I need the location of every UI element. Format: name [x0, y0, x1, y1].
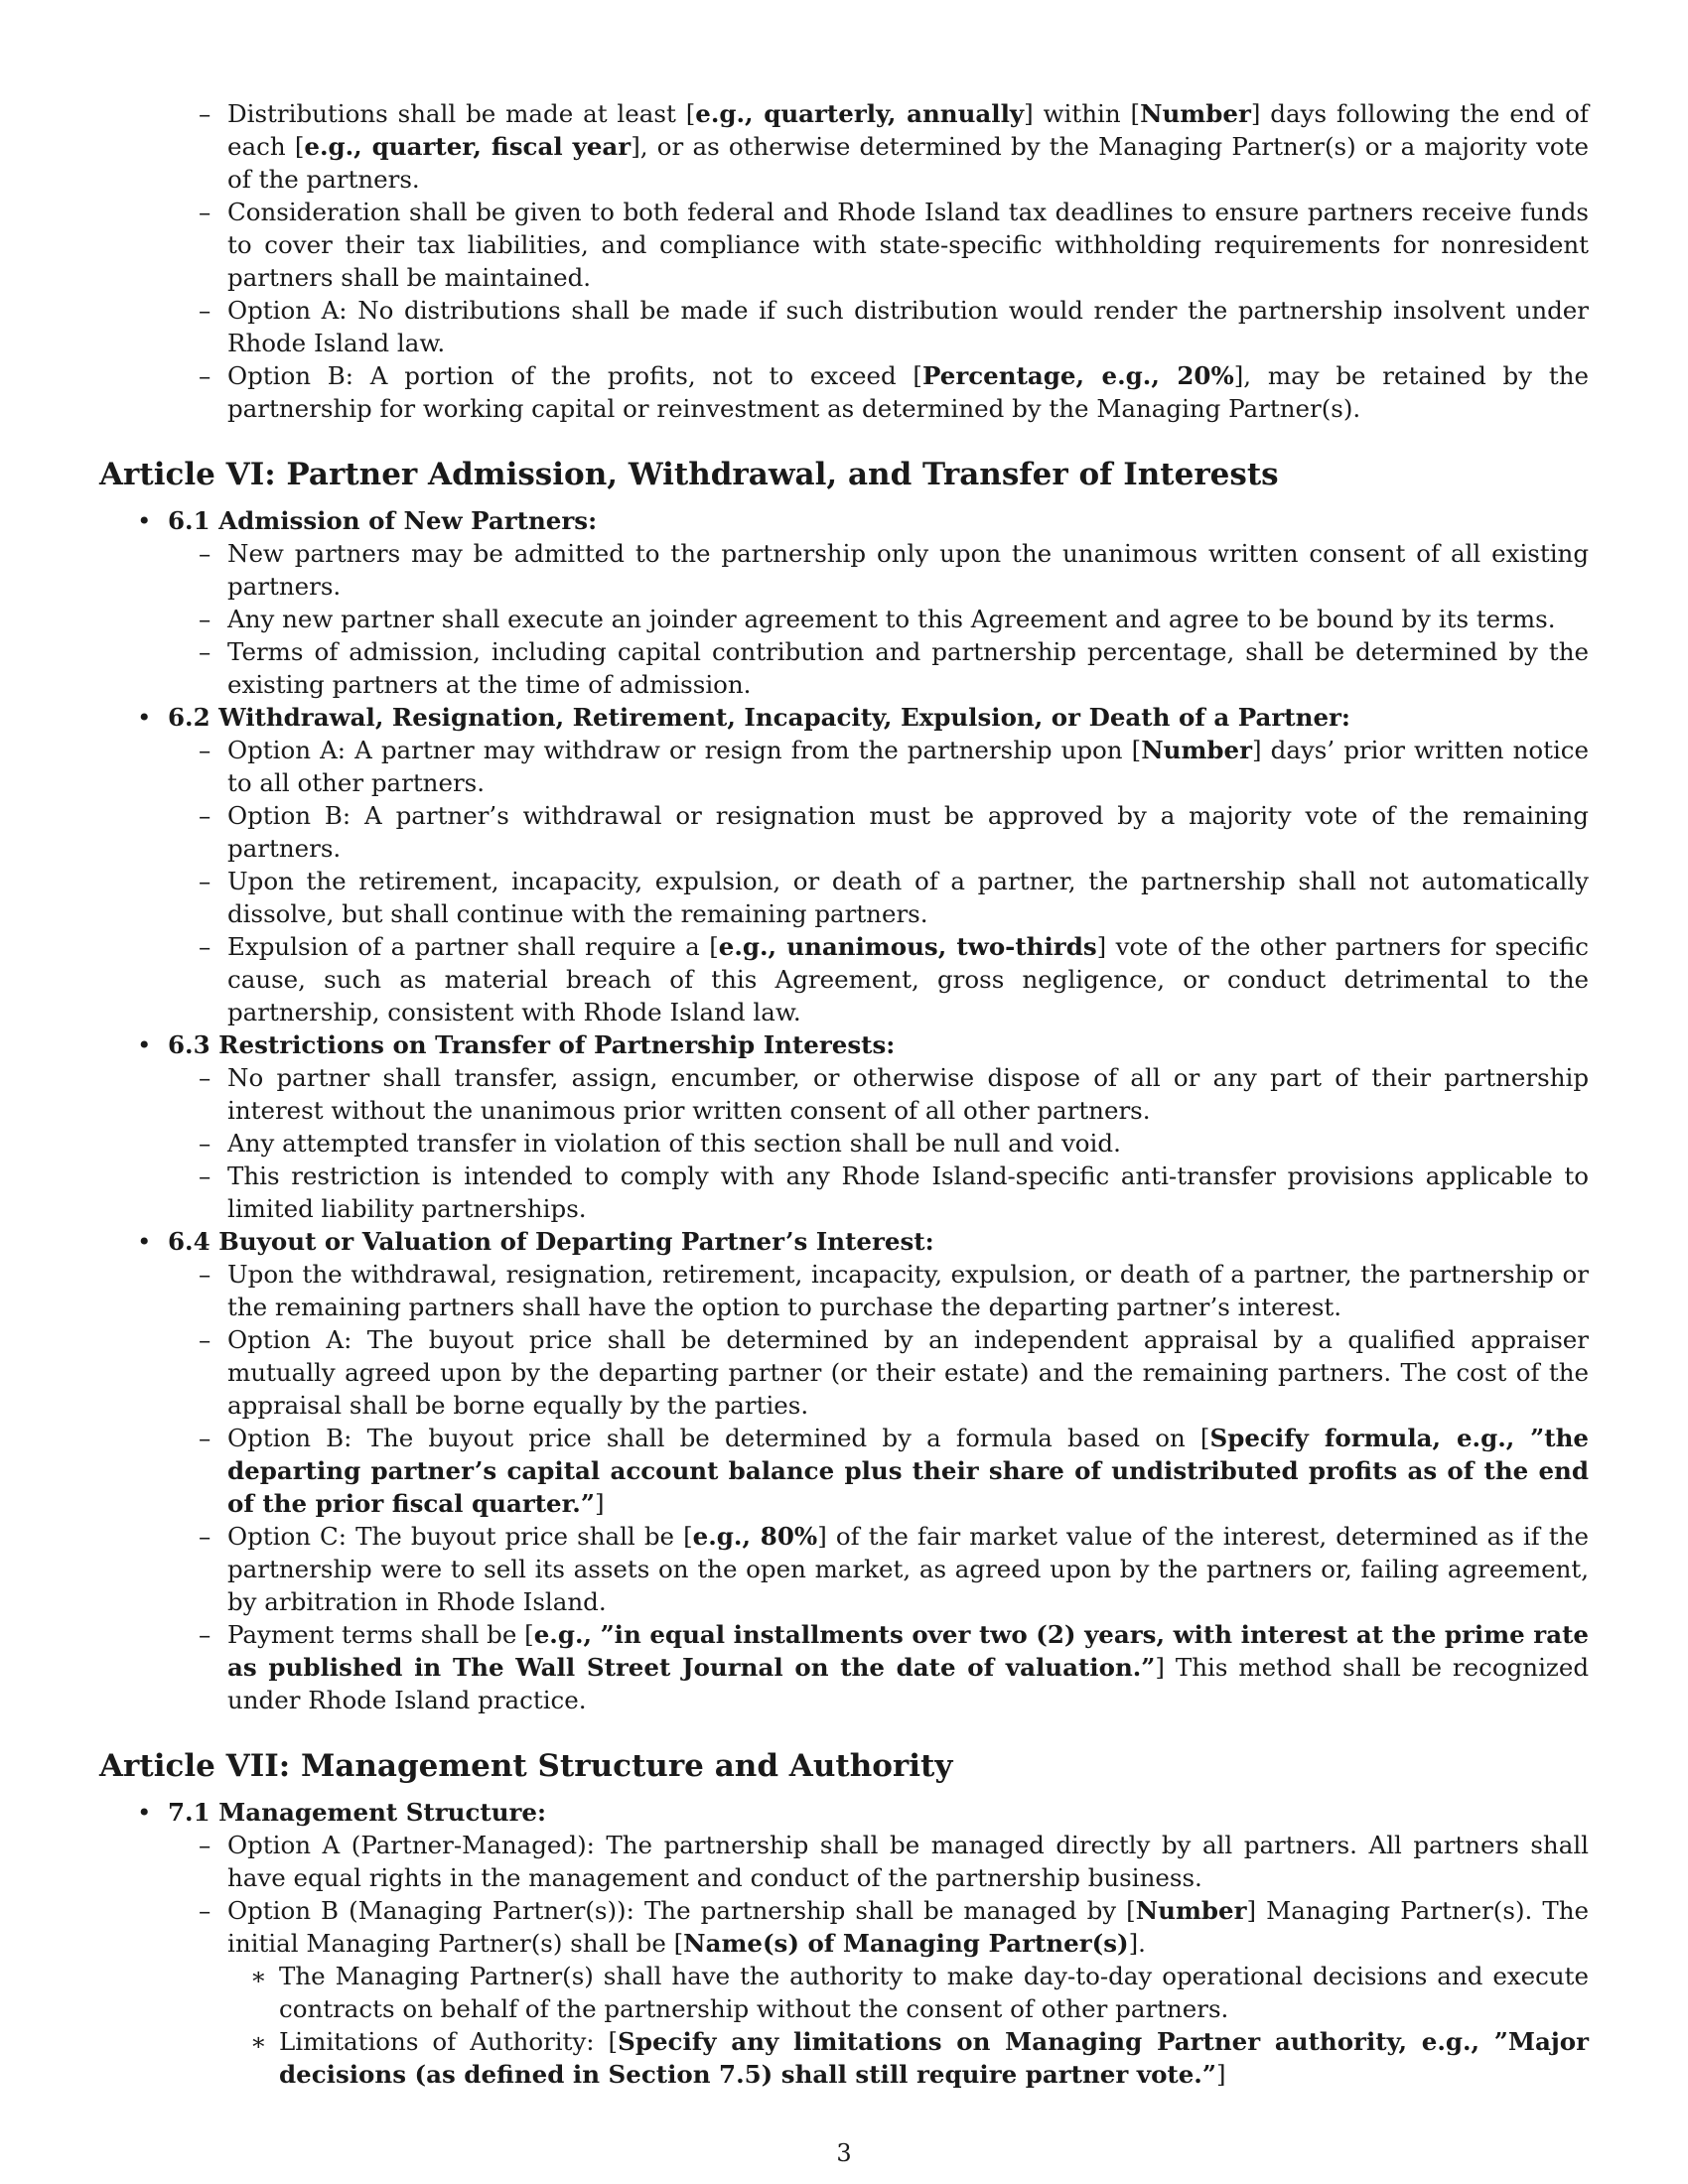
- clause-list: [99, 1258, 1589, 1716]
- clause-text: Option A (Partner-Managed): The partnership shall be managed directly by all partners. All partners shall have equal rights in the management and conduct of the partnership business.: [227, 1831, 1589, 1892]
- clause-text: No partner shall transfer, assign, encumber, or otherwise dispose of all or any part of their partnership interest without the unanimous prior written consent of all other partners.: [227, 1063, 1589, 1125]
- list-item: [99, 1894, 1589, 2091]
- clause-text: Option B: A partner’s withdrawal or resignation must be approved by a majority vote of the remaining partners.: [227, 801, 1589, 863]
- section: [99, 1796, 1589, 2091]
- placeholder-text: e.g., unanimous, two-thirds: [718, 932, 1097, 961]
- clause-text: Upon the retirement, incapacity, expulsion, or death of a partner, the partnership shall not automatically dissolve, but shall continue with the remaining partners.: [227, 867, 1589, 928]
- clause-text: Any new partner shall execute an joinder agreement to this Agreement and agree to be bound by its terms.: [227, 605, 1556, 633]
- placeholder-text: Number: [1140, 99, 1251, 128]
- page-content: [99, 97, 1589, 2091]
- list-item: [99, 1422, 1589, 1520]
- clause-text: This restriction is intended to comply with any Rhode Island-specific anti-transfer provisions applicable to limited liability partnerships.: [227, 1161, 1589, 1223]
- clause-text: ]: [594, 1489, 605, 1518]
- section: [99, 504, 1589, 701]
- list-item: [99, 1618, 1589, 1716]
- placeholder-text: e.g., quarterly, annually: [695, 99, 1025, 128]
- placeholder-text: Number: [1141, 736, 1252, 764]
- clause-text: Option A: The buyout price shall be determined by an independent appraisal by a qualified appraiser mutually agreed upon by the departing partner (or their estate) and the remaining partners. The cost of the appraisal shall be borne equally by the parties.: [227, 1325, 1589, 1420]
- clause-text: New partners may be admitted to the partnership only upon the unanimous written consent of all existing partners.: [227, 539, 1589, 601]
- section-title: • 6.2 Withdrawal, Resignation, Retirement, Incapacity, Expulsion, or Death of a Partner:: [99, 701, 1589, 734]
- placeholder-text: Specify any limitations on Managing Partner authority, e.g., ”Major decisions (as defined in Section 7.5) shall still require partner vote.”: [279, 2027, 1589, 2089]
- clause-text: Option B: A portion of the profits, not to exceed [: [227, 361, 922, 390]
- section-list: [99, 1796, 1589, 2091]
- clause-text: Distributions shall be made at least [: [227, 99, 696, 128]
- list-item: [99, 359, 1589, 425]
- list-item: [99, 734, 1589, 799]
- section-title: • 6.4 Buyout or Valuation of Departing Partner’s Interest:: [99, 1225, 1589, 1258]
- clause-text: Option A: A partner may withdraw or resign from the partnership upon [: [227, 736, 1142, 764]
- clause-text: ] days’ prior written notice to all other partners.: [227, 736, 1589, 797]
- articles-container: [99, 455, 1589, 2091]
- list-item: [99, 930, 1589, 1028]
- section-title: • 6.3 Restrictions on Transfer of Partnership Interests:: [99, 1028, 1589, 1061]
- list-item: [99, 603, 1589, 635]
- list-item: [99, 97, 1589, 196]
- list-item: [99, 1061, 1589, 1127]
- clause-text: Expulsion of a partner shall require a [: [227, 932, 719, 961]
- sub-list-item: [99, 1960, 1589, 2025]
- clause-text: Option A: No distributions shall be made if such distribution would render the partnership insolvent under Rhode Island law.: [227, 296, 1589, 357]
- page-number: 3: [836, 2139, 852, 2167]
- article-heading: Article VII: Management Structure and Authority: [99, 1748, 953, 1784]
- section-list: [99, 504, 1589, 1716]
- section-title: • 6.1 Admission of New Partners:: [99, 504, 1589, 537]
- list-item: [99, 1127, 1589, 1160]
- list-item: [99, 294, 1589, 359]
- list-item: [99, 865, 1589, 930]
- distributions-list: [99, 97, 1589, 425]
- sub-list-item: [99, 2025, 1589, 2091]
- placeholder-text: e.g., ”in equal installments over two (2) years, with interest at the prime rate as published in The Wall Street Journal on the date of valuation.”: [227, 1620, 1589, 1682]
- placeholder-text: Name(s) of Managing Partner(s): [683, 1929, 1129, 1958]
- clause-text: ]: [1215, 2060, 1226, 2089]
- section: [99, 1225, 1589, 1716]
- sub-list: [99, 1960, 1589, 2091]
- clause-text: Upon the withdrawal, resignation, retirement, incapacity, expulsion, or death of a partner, the partnership or the remaining partners shall have the option to purchase the departing partner’s interest.: [227, 1260, 1589, 1321]
- clause-text: The Managing Partner(s) shall have the authority to make day-to-day operational decisions and execute contracts on behalf of the partnership without the consent of other partners.: [279, 1962, 1589, 2023]
- section: [99, 701, 1589, 1028]
- list-item: [99, 1160, 1589, 1225]
- clause-text: Terms of admission, including capital contribution and partnership percentage, shall be determined by the existing partners at the time of admission.: [227, 637, 1589, 699]
- clause-text: ], may be retained by the partnership for working capital or reinvestment as determined by the Managing Partner(s).: [227, 361, 1589, 423]
- list-item: [99, 799, 1589, 865]
- section: [99, 1028, 1589, 1225]
- list-item: [99, 537, 1589, 603]
- list-item: [99, 635, 1589, 701]
- clause-text: ] within [: [1024, 99, 1141, 128]
- placeholder-text: e.g., 80%: [692, 1522, 818, 1551]
- clause-list: [99, 734, 1589, 1028]
- clause-list: [99, 1061, 1589, 1225]
- clause-text: Payment terms shall be [: [227, 1620, 534, 1649]
- clause-text: ] Managing Partner(s). The initial Managing Partner(s) shall be [: [227, 1896, 1589, 1958]
- clause-text: Consideration shall be given to both federal and Rhode Island tax deadlines to ensure partners receive funds to cover their tax liabilities, and compliance with state-specific withholding requirements for nonresident partners shall be maintained.: [227, 198, 1589, 292]
- list-item: [99, 1520, 1589, 1618]
- placeholder-text: Number: [1135, 1896, 1247, 1925]
- list-item: [99, 1258, 1589, 1323]
- clause-text: Option B: The buyout price shall be determined by a formula based on [: [227, 1424, 1210, 1452]
- clause-list: [99, 537, 1589, 701]
- placeholder-text: Percentage, e.g., 20%: [922, 361, 1234, 390]
- clause-text: ] This method shall be recognized under Rhode Island practice.: [227, 1653, 1590, 1714]
- clause-list: [99, 1829, 1589, 2091]
- clause-text: ] vote of the other partners for specific cause, such as material breach of this Agreement, gross negligence, or conduct detrimental to the partnership, consistent with Rhode Island law.: [227, 932, 1589, 1026]
- list-item: [99, 196, 1589, 294]
- clause-text: Option C: The buyout price shall be [: [227, 1522, 693, 1551]
- article-heading: Article VI: Partner Admission, Withdrawal, and Transfer of Interests: [99, 457, 1279, 492]
- placeholder-text: e.g., quarter, fiscal year: [304, 132, 632, 161]
- clause-text: ].: [1128, 1929, 1146, 1958]
- clause-text: Limitations of Authority: [: [279, 2027, 619, 2056]
- clause-text: ], or as otherwise determined by the Managing Partner(s) or a majority vote of the partners.: [227, 132, 1589, 194]
- section-title: • 7.1 Management Structure:: [99, 1796, 1589, 1829]
- clause-text: Any attempted transfer in violation of this section shall be null and void.: [227, 1129, 1121, 1158]
- clause-text: ] of the fair market value of the interest, determined as if the partnership were to sell its assets on the open market, as agreed upon by the partners or, failing agreement, by arbitration in Rhode Island.: [227, 1522, 1589, 1616]
- list-item: [99, 1323, 1589, 1422]
- clause-text: ] days following the end of each [: [227, 99, 1589, 161]
- placeholder-text: Specify formula, e.g., ”the departing partner’s capital account balance plus their share of undistributed profits as of the end of the prior fiscal quarter.”: [227, 1424, 1589, 1518]
- list-item: [99, 1829, 1589, 1894]
- clause-text: Option B (Managing Partner(s)): The partnership shall be managed by [: [227, 1896, 1136, 1925]
